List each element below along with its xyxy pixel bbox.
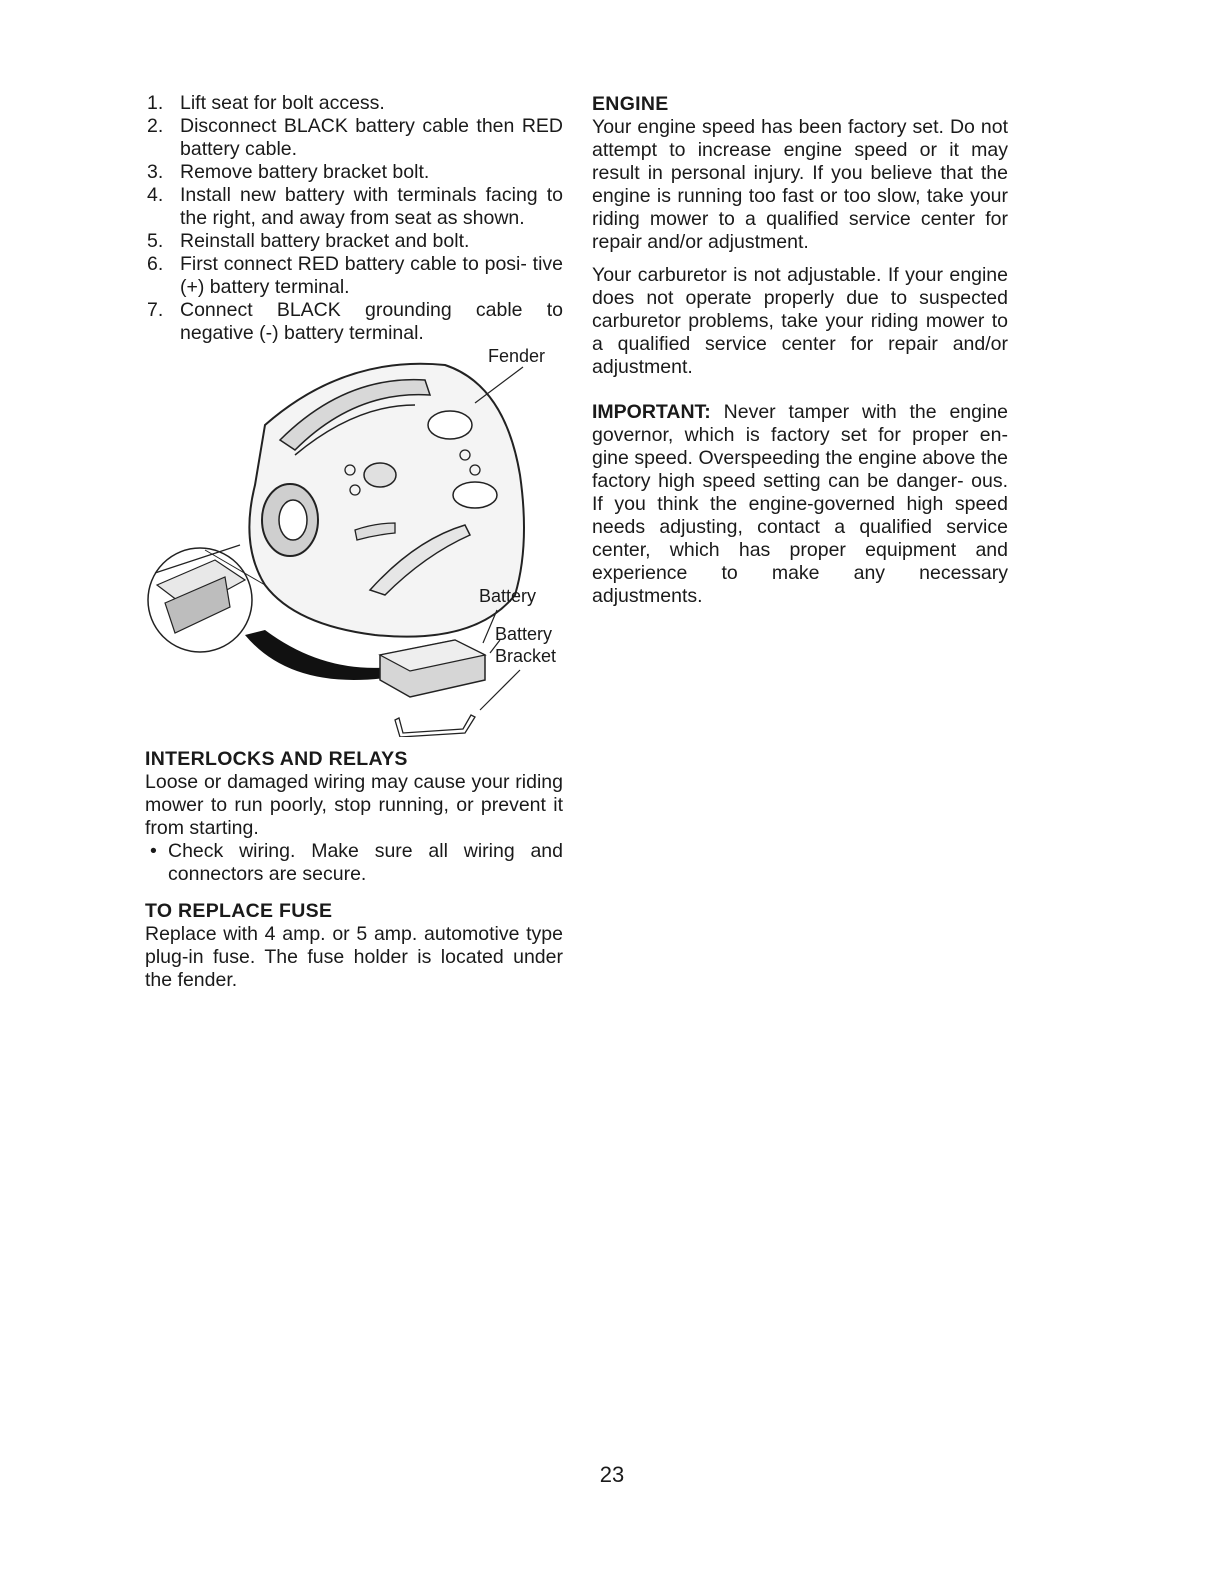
battery-illustration bbox=[145, 345, 563, 737]
list-item: 4. Install new battery with terminals facing to the right, and away from seat as shown. bbox=[147, 184, 563, 229]
engine-paragraph-2: Your carburetor is not adjustable. If your engine does not operate properly due to suspected carburetor problems, take your riding mower to a qualified service center for repair and/or adjustment. bbox=[592, 264, 1008, 378]
fender-label: Fender bbox=[488, 346, 546, 366]
list-item: 7. Connect BLACK grounding cable to negative (-) battery terminal. bbox=[147, 299, 563, 344]
bracket-shape bbox=[395, 715, 475, 737]
list-item: 5. Reinstall battery bracket and bolt. bbox=[147, 230, 470, 252]
battery-replacement-steps bbox=[145, 92, 563, 345]
left-column bbox=[145, 92, 563, 992]
interlocks-bullet: • Check wiring. Make sure all wiring and connectors are secure. bbox=[150, 840, 563, 885]
list-item: 3. Remove battery bracket bolt. bbox=[147, 161, 430, 183]
battery-label: Battery bbox=[479, 586, 537, 606]
list-item: 2. Disconnect BLACK battery cable then RED battery cable. bbox=[147, 115, 563, 160]
list-item: 6. First connect RED battery cable to posi- tive (+) battery terminal. bbox=[147, 253, 563, 298]
bracket-label-line1: Battery bbox=[495, 624, 553, 644]
list-item: 1. Lift seat for bolt access. bbox=[147, 92, 385, 114]
interlocks-heading: INTERLOCKS AND RELAYS bbox=[145, 748, 408, 770]
right-column bbox=[592, 92, 1008, 608]
interlocks-body: Loose or damaged wiring may cause your riding mower to run poorly, stop running, or prevent it from starting. bbox=[145, 771, 563, 839]
fuse-heading: TO REPLACE FUSE bbox=[145, 900, 333, 922]
bracket-label-line2: Bracket bbox=[495, 646, 557, 666]
fuse-body: Replace with 4 amp. or 5 amp. automotive type plug-in fuse. The fuse holder is located under the fender. bbox=[145, 923, 563, 991]
important-label: IMPORTANT: bbox=[592, 401, 711, 423]
important-note: IMPORTANT: Never tamper with the engine governor, which is factory set for proper en- gine speed. Overspeeding the engine above the factory high speed setting can be danger- ous. If you think the engine-governed high speed needs adjusting, contact a qualified service center, which has proper equipment and experience to make any necessary adjustments. bbox=[592, 401, 1009, 607]
fender-battery-drawing bbox=[145, 345, 563, 737]
engine-paragraph-1: Your engine speed has been factory set. Do not attempt to increase engine speed or it may result in personal injury. If you believe that the engine is running too fast or too slow, take your riding mower to a qualified service center for repair and/or adjustment. bbox=[592, 116, 1008, 253]
bullet-icon: • bbox=[150, 840, 157, 862]
engine-heading: ENGINE bbox=[592, 93, 669, 115]
page-number: 23 bbox=[599, 1462, 625, 1487]
